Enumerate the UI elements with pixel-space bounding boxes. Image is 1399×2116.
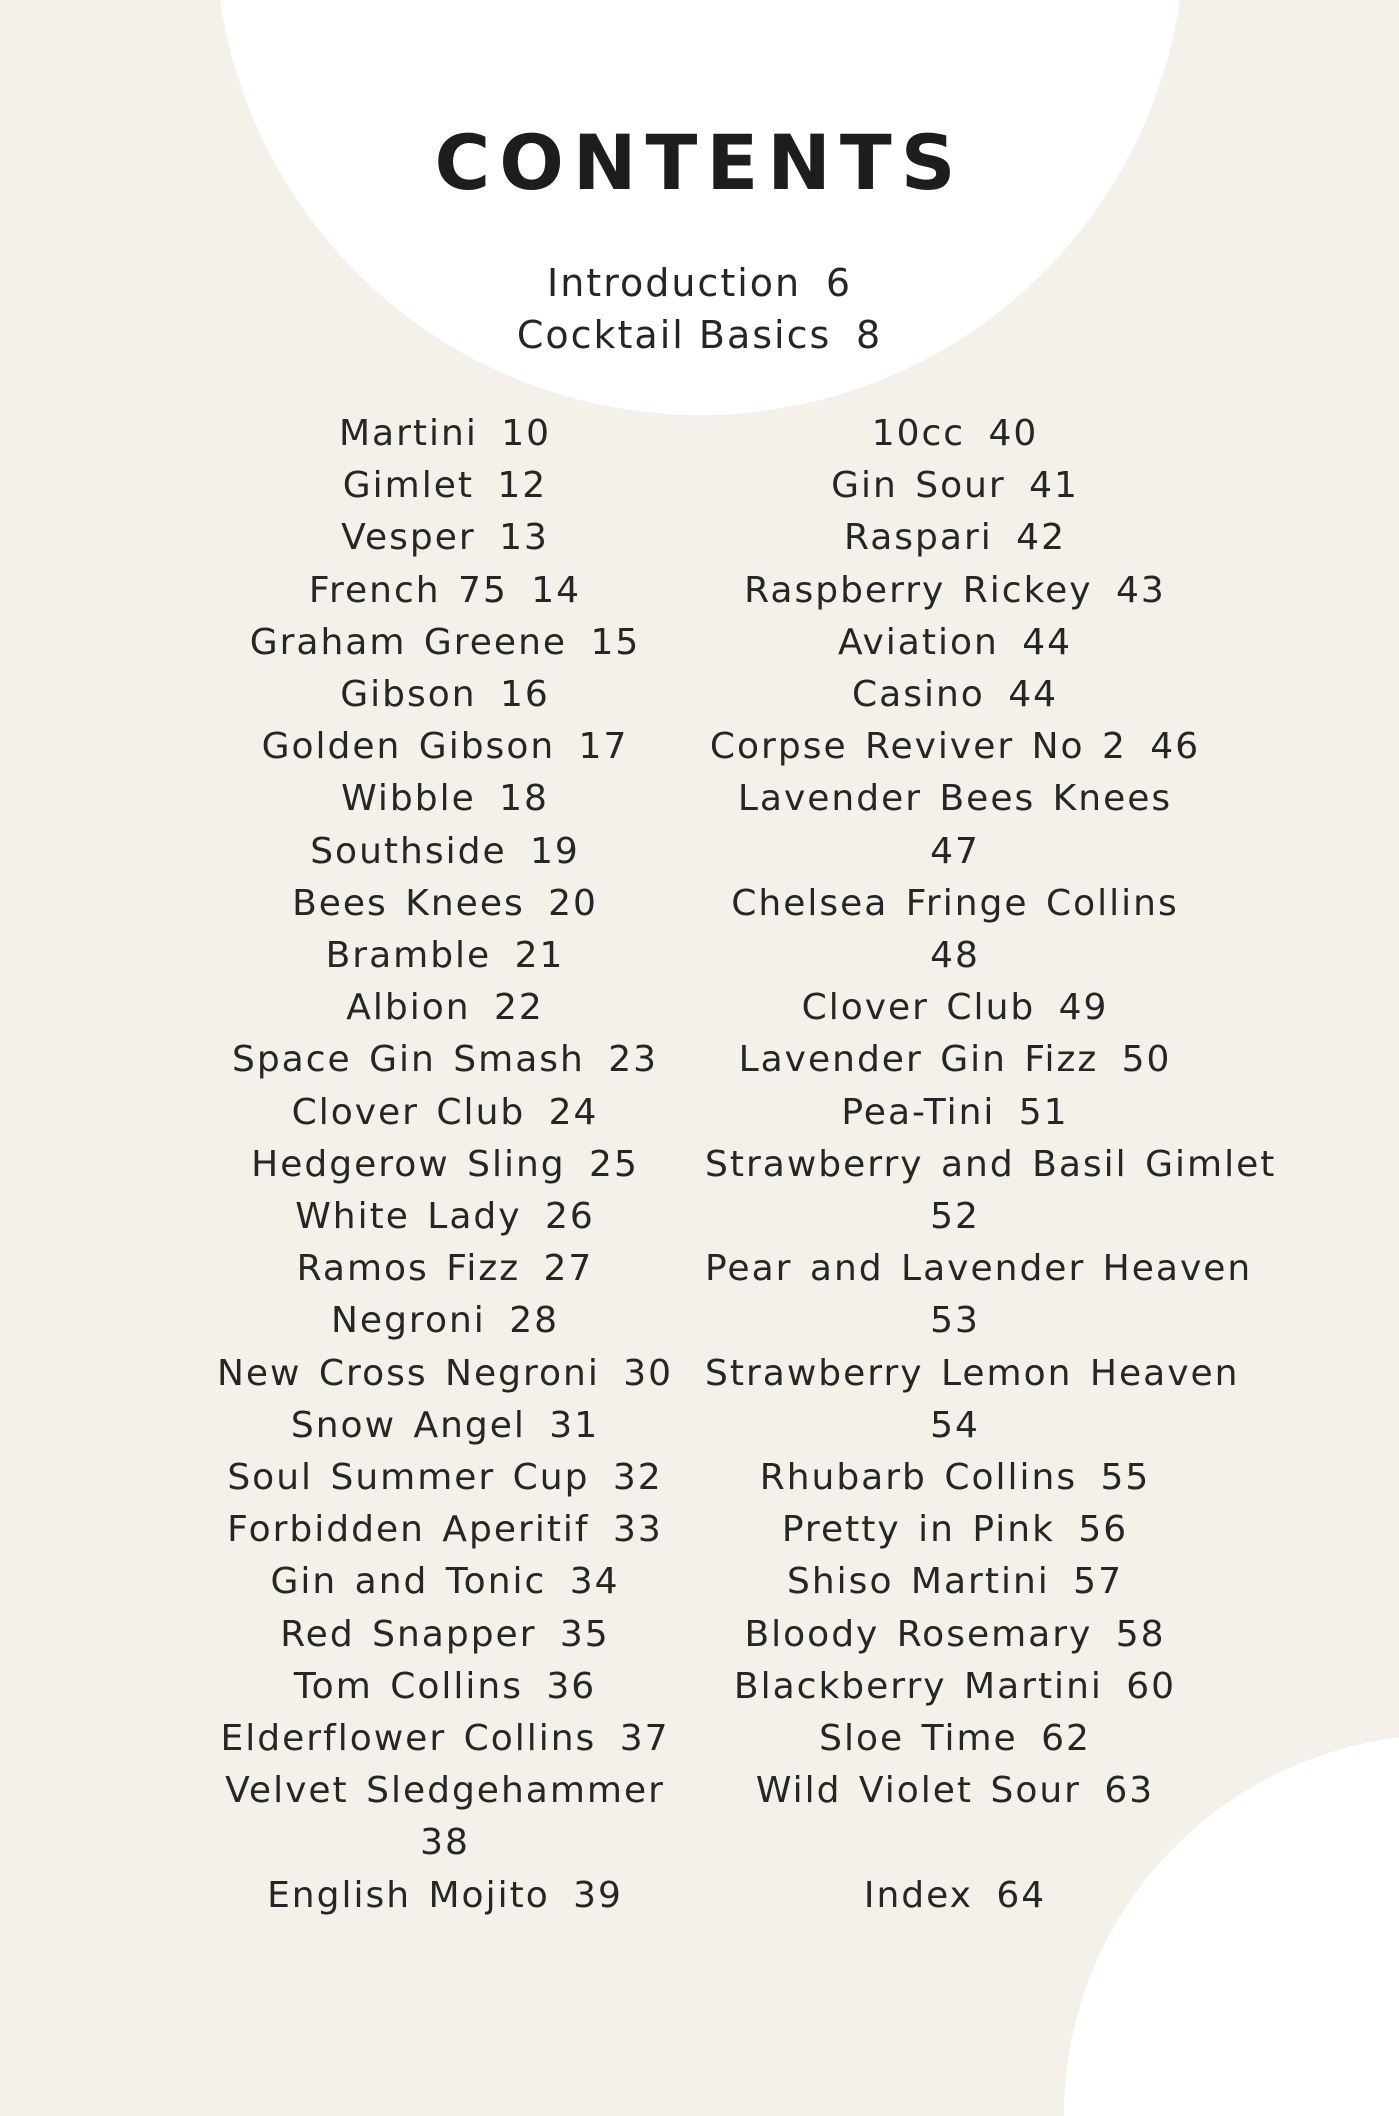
toc-entry-page: 21 (514, 935, 565, 977)
toc-entry[interactable] (195, 1400, 695, 1452)
toc-entry[interactable] (705, 460, 1205, 512)
toc-entry-label: Gin Sour (831, 465, 1006, 507)
toc-entry-label: Introduction (547, 261, 802, 305)
toc-entry-page: 10 (501, 413, 552, 454)
column-spacer (705, 1817, 1205, 1869)
toc-entry-label: Pea-Tini (841, 1091, 996, 1133)
toc-entry-page: 31 (549, 1404, 600, 1446)
toc-entry[interactable] (195, 1765, 695, 1869)
toc-entry-label: Negroni (331, 1300, 486, 1342)
toc-entry[interactable] (195, 1034, 695, 1086)
toc-column-left (195, 408, 695, 1922)
toc-entry[interactable] (195, 1087, 695, 1139)
toc-entry-page: 57 (1073, 1561, 1123, 1603)
toc-entry-page: 42 (1016, 517, 1066, 559)
toc-entry-page: 12 (497, 465, 548, 507)
toc-entry[interactable] (195, 617, 695, 669)
toc-entry[interactable] (705, 1139, 1277, 1243)
toc-entry[interactable] (705, 1034, 1205, 1086)
toc-entry-page: 20 (548, 882, 598, 924)
toc-entry[interactable] (705, 982, 1205, 1034)
toc-entry-page: 46 (1150, 726, 1201, 768)
toc-entry[interactable] (195, 1609, 695, 1661)
toc-entry-page: 14 (531, 569, 582, 611)
intro-section (0, 257, 1399, 361)
toc-entry-page: 35 (559, 1613, 610, 1655)
toc-entry-label: Cocktail Basics (516, 313, 832, 357)
toc-entry-page: 25 (589, 1143, 639, 1185)
toc-entry[interactable] (0, 309, 1399, 361)
toc-entry-label: 10cc (871, 413, 966, 454)
toc-entry[interactable] (705, 1713, 1205, 1765)
toc-entry-label: Gimlet (342, 465, 475, 507)
toc-entry-label: Gibson (340, 674, 477, 716)
toc-entry-label: Bees Knees (292, 882, 525, 924)
toc-entry[interactable] (705, 878, 1205, 982)
toc-entry[interactable] (705, 1556, 1205, 1608)
toc-entry-page: 63 (1104, 1770, 1155, 1812)
toc-entry-label: Hedgerow Sling (251, 1143, 566, 1185)
toc-entry-label: Snow Angel (290, 1404, 526, 1446)
toc-entry-page: 6 (825, 261, 852, 305)
toc-entry-page: 62 (1041, 1718, 1091, 1760)
toc-entry-page: 44 (1008, 674, 1058, 716)
toc-entry-page: 23 (608, 1039, 659, 1081)
toc-entry[interactable] (195, 930, 695, 982)
toc-entry-page: 55 (1100, 1457, 1151, 1499)
toc-entry[interactable] (705, 1765, 1205, 1817)
toc-entry-label: White Lady (295, 1196, 522, 1238)
toc-column-right (705, 408, 1277, 1922)
toc-entry[interactable] (195, 721, 695, 773)
toc-entry[interactable] (195, 1870, 695, 1922)
toc-entry-index[interactable] (705, 1870, 1205, 1922)
toc-entry-page: 15 (590, 621, 641, 663)
toc-entry[interactable] (705, 1348, 1240, 1452)
toc-entry-label: Tom Collins (293, 1665, 523, 1707)
toc-entry-label: Gin and Tonic (270, 1561, 547, 1603)
toc-entry-label: Blackberry Martini (733, 1665, 1103, 1707)
toc-entry[interactable] (705, 408, 1205, 460)
toc-entry-page: 22 (493, 987, 544, 1029)
toc-entry-label: Corpse Reviver No 2 (709, 726, 1127, 768)
toc-entry[interactable] (705, 1661, 1205, 1713)
toc-entry-page: 19 (529, 830, 580, 872)
toc-entry[interactable] (705, 1452, 1205, 1504)
toc-entry-label: Strawberry Lemon Heaven (705, 1352, 1240, 1394)
toc-entry-page: 51 (1018, 1091, 1069, 1133)
toc-entry-page: 41 (1029, 465, 1079, 507)
toc-entry-page: 39 (573, 1874, 623, 1916)
toc-entry[interactable] (195, 1661, 695, 1713)
toc-entry[interactable] (705, 1609, 1205, 1661)
toc-entry-label: Rhubarb Collins (759, 1457, 1078, 1499)
toc-entry[interactable] (0, 257, 1399, 309)
toc-entry-page: 38 (420, 1822, 470, 1864)
toc-entry-label: Lavender Bees Knees (737, 778, 1173, 820)
toc-entry-page: 28 (509, 1300, 559, 1342)
toc-entry[interactable] (705, 565, 1205, 617)
toc-entry-label: Raspari (844, 517, 993, 559)
toc-entry-page: 50 (1121, 1039, 1172, 1081)
toc-entry[interactable] (195, 773, 695, 825)
toc-entry[interactable] (195, 1348, 695, 1400)
toc-entry-page: 47 (930, 830, 980, 872)
toc-entry-label: Shiso Martini (787, 1561, 1050, 1603)
page-title: CONTENTS (434, 118, 965, 207)
toc-entry-label: Space Gin Smash (231, 1039, 585, 1081)
toc-entry-label: Sloe Time (819, 1718, 1018, 1760)
toc-entry[interactable] (705, 512, 1205, 564)
toc-entry-page: 56 (1078, 1509, 1129, 1551)
toc-entry-label: Pear and Lavender Heaven (705, 1248, 1253, 1290)
toc-entry-page: 32 (612, 1457, 663, 1499)
toc-entry[interactable] (705, 773, 1205, 877)
toc-entry-label: Wibble (341, 778, 476, 820)
toc-entry[interactable] (195, 512, 695, 564)
toc-entry-label: Casino (852, 674, 985, 716)
toc-entry-page: 24 (548, 1091, 599, 1133)
toc-entry-page: 37 (619, 1718, 670, 1760)
toc-entry-label: Soul Summer Cup (227, 1457, 590, 1499)
toc-entry[interactable] (195, 878, 695, 930)
toc-entry[interactable] (195, 1556, 695, 1608)
toc-entry-page: 27 (543, 1248, 594, 1290)
toc-entry-label: Index (863, 1874, 973, 1916)
toc-entry[interactable] (195, 982, 695, 1034)
toc-entry-page: 64 (996, 1874, 1047, 1916)
toc-entry[interactable] (195, 669, 695, 721)
toc-entry-page: 54 (930, 1404, 980, 1446)
toc-entry[interactable] (195, 1191, 695, 1243)
toc-entry-label: Pretty in Pink (781, 1509, 1055, 1551)
toc-entry[interactable] (195, 826, 695, 878)
toc-entry-page: 49 (1058, 987, 1109, 1029)
toc-entry-page: 30 (623, 1352, 674, 1394)
toc-entry-label: Raspberry Rickey (744, 569, 1093, 611)
toc-entry-label: Graham Greene (249, 621, 568, 663)
toc-entry[interactable] (195, 1713, 695, 1765)
toc-entry-label: Clover Club (801, 987, 1036, 1029)
toc-entry-page: 17 (578, 726, 629, 768)
toc-entry[interactable] (705, 617, 1205, 669)
toc-entry[interactable] (195, 1452, 695, 1504)
toc-entry[interactable] (705, 1243, 1253, 1347)
toc-entry[interactable] (705, 1087, 1205, 1139)
toc-entry-page: 40 (988, 413, 1039, 454)
toc-entry-page: 52 (930, 1196, 980, 1238)
toc-entry-page: 60 (1126, 1665, 1177, 1707)
toc-entry-page: 8 (855, 313, 883, 357)
toc-entry-label: Red Snapper (280, 1613, 537, 1655)
toc-entry-page: 18 (499, 778, 549, 820)
toc-entry-label: Albion (346, 987, 471, 1029)
toc-entry-label: New Cross Negroni (216, 1352, 600, 1394)
toc-entry-label: Bramble (325, 935, 492, 977)
toc-entry-label: French 75 (308, 569, 508, 611)
toc-entry-page: 26 (544, 1196, 595, 1238)
toc-entry-page: 13 (499, 517, 549, 559)
toc-entry-page: 34 (569, 1561, 620, 1603)
toc-entry[interactable] (705, 1504, 1205, 1556)
toc-entry[interactable] (195, 565, 695, 617)
toc-entry-page: 33 (613, 1509, 663, 1551)
toc-entry[interactable] (195, 460, 695, 512)
toc-entry-label: Velvet Sledgehammer (225, 1770, 665, 1812)
toc-entry-label: Strawberry and Basil Gimlet (705, 1143, 1277, 1185)
toc-entry[interactable] (195, 1243, 695, 1295)
toc-entry-label: Forbidden Aperitif (227, 1509, 590, 1551)
toc-entry-label: Clover Club (291, 1091, 526, 1133)
toc-entry[interactable] (195, 408, 695, 460)
toc-entry-label: Ramos Fizz (296, 1248, 521, 1290)
toc-entry-label: Martini (338, 413, 478, 454)
toc-entry-label: Wild Violet Sour (755, 1770, 1081, 1812)
toc-entry-page: 48 (930, 935, 980, 977)
toc-entry-label: Bloody Rosemary (744, 1613, 1093, 1655)
toc-entry-label: Golden Gibson (261, 726, 556, 768)
toc-entry-label: Elderflower Collins (220, 1718, 597, 1760)
toc-entry-label: Vesper (341, 517, 476, 559)
toc-entry-page: 44 (1022, 621, 1073, 663)
toc-entry[interactable] (195, 1295, 695, 1347)
toc-entry-label: Chelsea Fringe Collins (731, 882, 1179, 924)
toc-entry-page: 43 (1116, 569, 1166, 611)
toc-entry-label: Southside (310, 830, 507, 872)
toc-entry-page: 53 (930, 1300, 980, 1342)
toc-entry[interactable] (705, 669, 1205, 721)
toc-entry[interactable] (195, 1139, 695, 1191)
toc-entry-page: 36 (546, 1665, 597, 1707)
toc-entry-label: English Mojito (267, 1874, 550, 1916)
toc-entry-page: 58 (1115, 1613, 1166, 1655)
toc-entry-label: Lavender Gin Fizz (738, 1039, 1099, 1081)
toc-entry-label: Aviation (837, 621, 999, 663)
toc-entry[interactable] (195, 1504, 695, 1556)
toc-entry-page: 16 (499, 674, 550, 716)
toc-entry[interactable] (705, 721, 1205, 773)
